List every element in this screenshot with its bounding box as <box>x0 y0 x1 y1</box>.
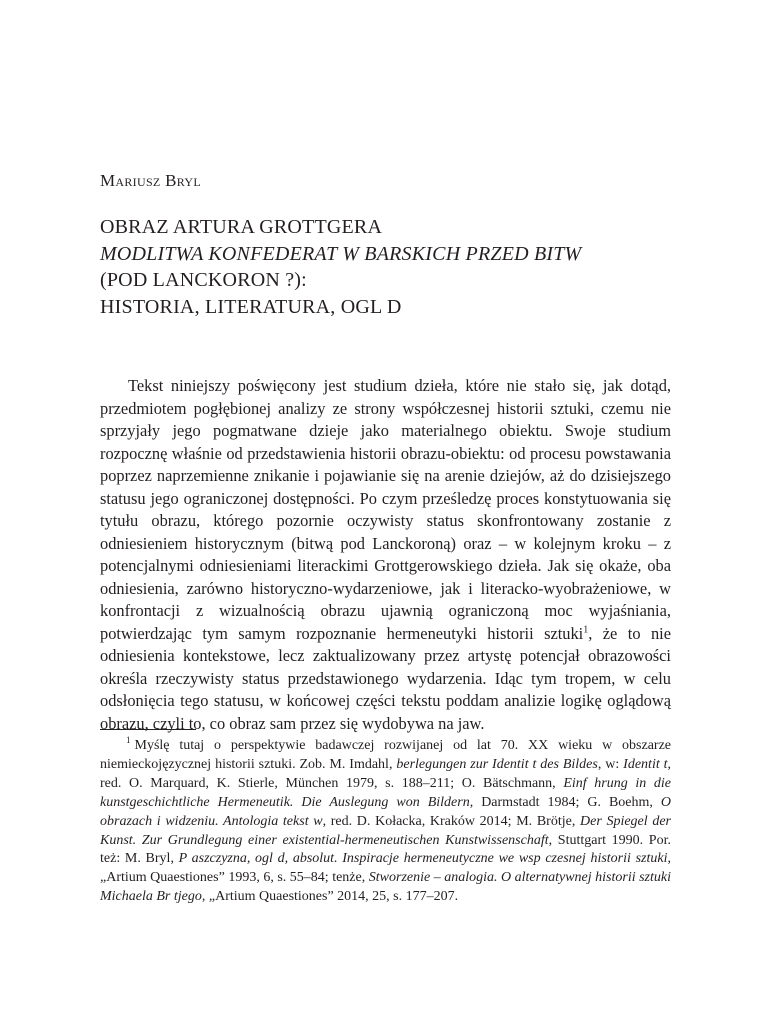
footnote-text <box>100 738 671 904</box>
body-text <box>100 375 671 735</box>
footnote-italic-title: Der Spiegel der Kunst. Zur Grundlegung einer existential-hermeneutischen Kunstwissenschaft <box>100 813 671 848</box>
footnote-paragraph <box>100 737 671 907</box>
article-title <box>100 214 700 320</box>
footnote-text-run: , „Artium Quaestiones” 1993, 6, s. 55–84; tenże, <box>100 851 671 886</box>
footnote-text-run: , „Artium Quaestiones” 2014, 25, s. 177–207. <box>201 889 459 905</box>
footnote-text-run: , w: <box>597 756 624 772</box>
footnote <box>100 737 671 907</box>
title-line: OBRAZ ARTURA GROTTGERA <box>100 216 383 238</box>
footnote-italic-title: berlegungen zur Identit t des Bildes <box>396 756 598 772</box>
title-line: (POD LANCKORON ?): <box>100 269 307 291</box>
footnote-text-run: , red. O. Marquard, K. Stierle, München 1979, s. 188–211; O. Bätschmann, <box>100 756 672 791</box>
footnote-text-run: Myślę tutaj o perspektywie badawczej rozwijanej od lat 70. XX wieku w obszarze niemieckojęzycznej historii sztuki. Zob. M. Imdahl, <box>100 738 671 772</box>
footnote-italic-title: P aszczyzna, ogl d, absolut. Inspiracje hermeneutyczne we wsp czesnej historii sztuki <box>178 851 668 867</box>
footnote-text-run: , Darmstadt 1984; G. Boehm, <box>469 794 661 810</box>
footnote-italic-title: Identit t <box>623 756 668 772</box>
footnote-separator <box>100 729 196 730</box>
author-name: Mariusz Bryl <box>100 171 201 190</box>
footnote-italic-title: Stworzenie – analogia. O alternatywnej historii sztuki Michaela Br tjego <box>100 870 671 905</box>
body-paragraph <box>100 375 671 735</box>
footnote-text-run: , Stuttgart 1990. Por. też: M. Bryl, <box>100 832 671 867</box>
footnote-text-run: , red. D. Kołacka, Kraków 2014; M. Brötje, <box>322 813 580 829</box>
footnote-italic-title: O obrazach i widzeniu. Antologia tekst w <box>100 794 671 829</box>
footnote-italic-title: Einf hrung in die kunstgeschichtliche Hermeneutik. Die Auslegung won Bildern <box>100 775 671 810</box>
body-text-after-note: , że to nie odniesienia kontekstowe, lecz zaktualizowany przez artystę potencjał obrazowości określa rzeczywisty status przedstawionego wydarzenia. Idąc tym tropem, w celu odsłonięcia tego statusu, w końcowej części tekstu poddam analizie logikę oglądową obrazu, czyli to, co obraz sam przez się wydobywa na jaw. <box>100 623 671 733</box>
body-text-before-note: Tekst niniejszy poświęcony jest studium dzieła, które nie stało się, jak dotąd, przedmiotem pogłębionej analizy ze strony współczesnej historii sztuki, czemu nie sprzyjały jego pogmatwane dzieje jako materialnego obiektu. Swoje studium rozpocznę właśnie od przedstawienia historii obrazu-obiektu: od procesu powstawania poprzez naprzemienne znikanie i pojawianie się na arenie dziejów, aż do dzisiejszego statusu jego ograniczonej dostępności. Po czym prześledzę proces konstytuowania się tytułu obrazu, którego pozornie oczywisty status skonfrontowany zostanie z odniesieniem historycznym (bitwą pod Lanckoroną) oraz – w kolejnym kroku – z potencjalnymi odniesieniami literackimi Grottgerowskiego dzieła. Jak się okaże, oba odniesienia, zarówno historyczno-wydarzeniowe, jak i literacko-wyobrażeniowe, w konfrontacji z wizualnością obrazu ujawnią ograniczoną moc wyjaśniania, potwierdzając tym samym rozpoznanie hermeneutyki historii sztuki <box>100 376 671 643</box>
footnote-reference[interactable]: 1 <box>583 624 589 636</box>
title-line: MODLITWA KONFEDERAT W BARSKICH PRZED BITW <box>100 242 582 265</box>
title-line: HISTORIA, LITERATURA, OGL D <box>100 295 402 318</box>
footnote-number: 1 <box>126 735 131 746</box>
